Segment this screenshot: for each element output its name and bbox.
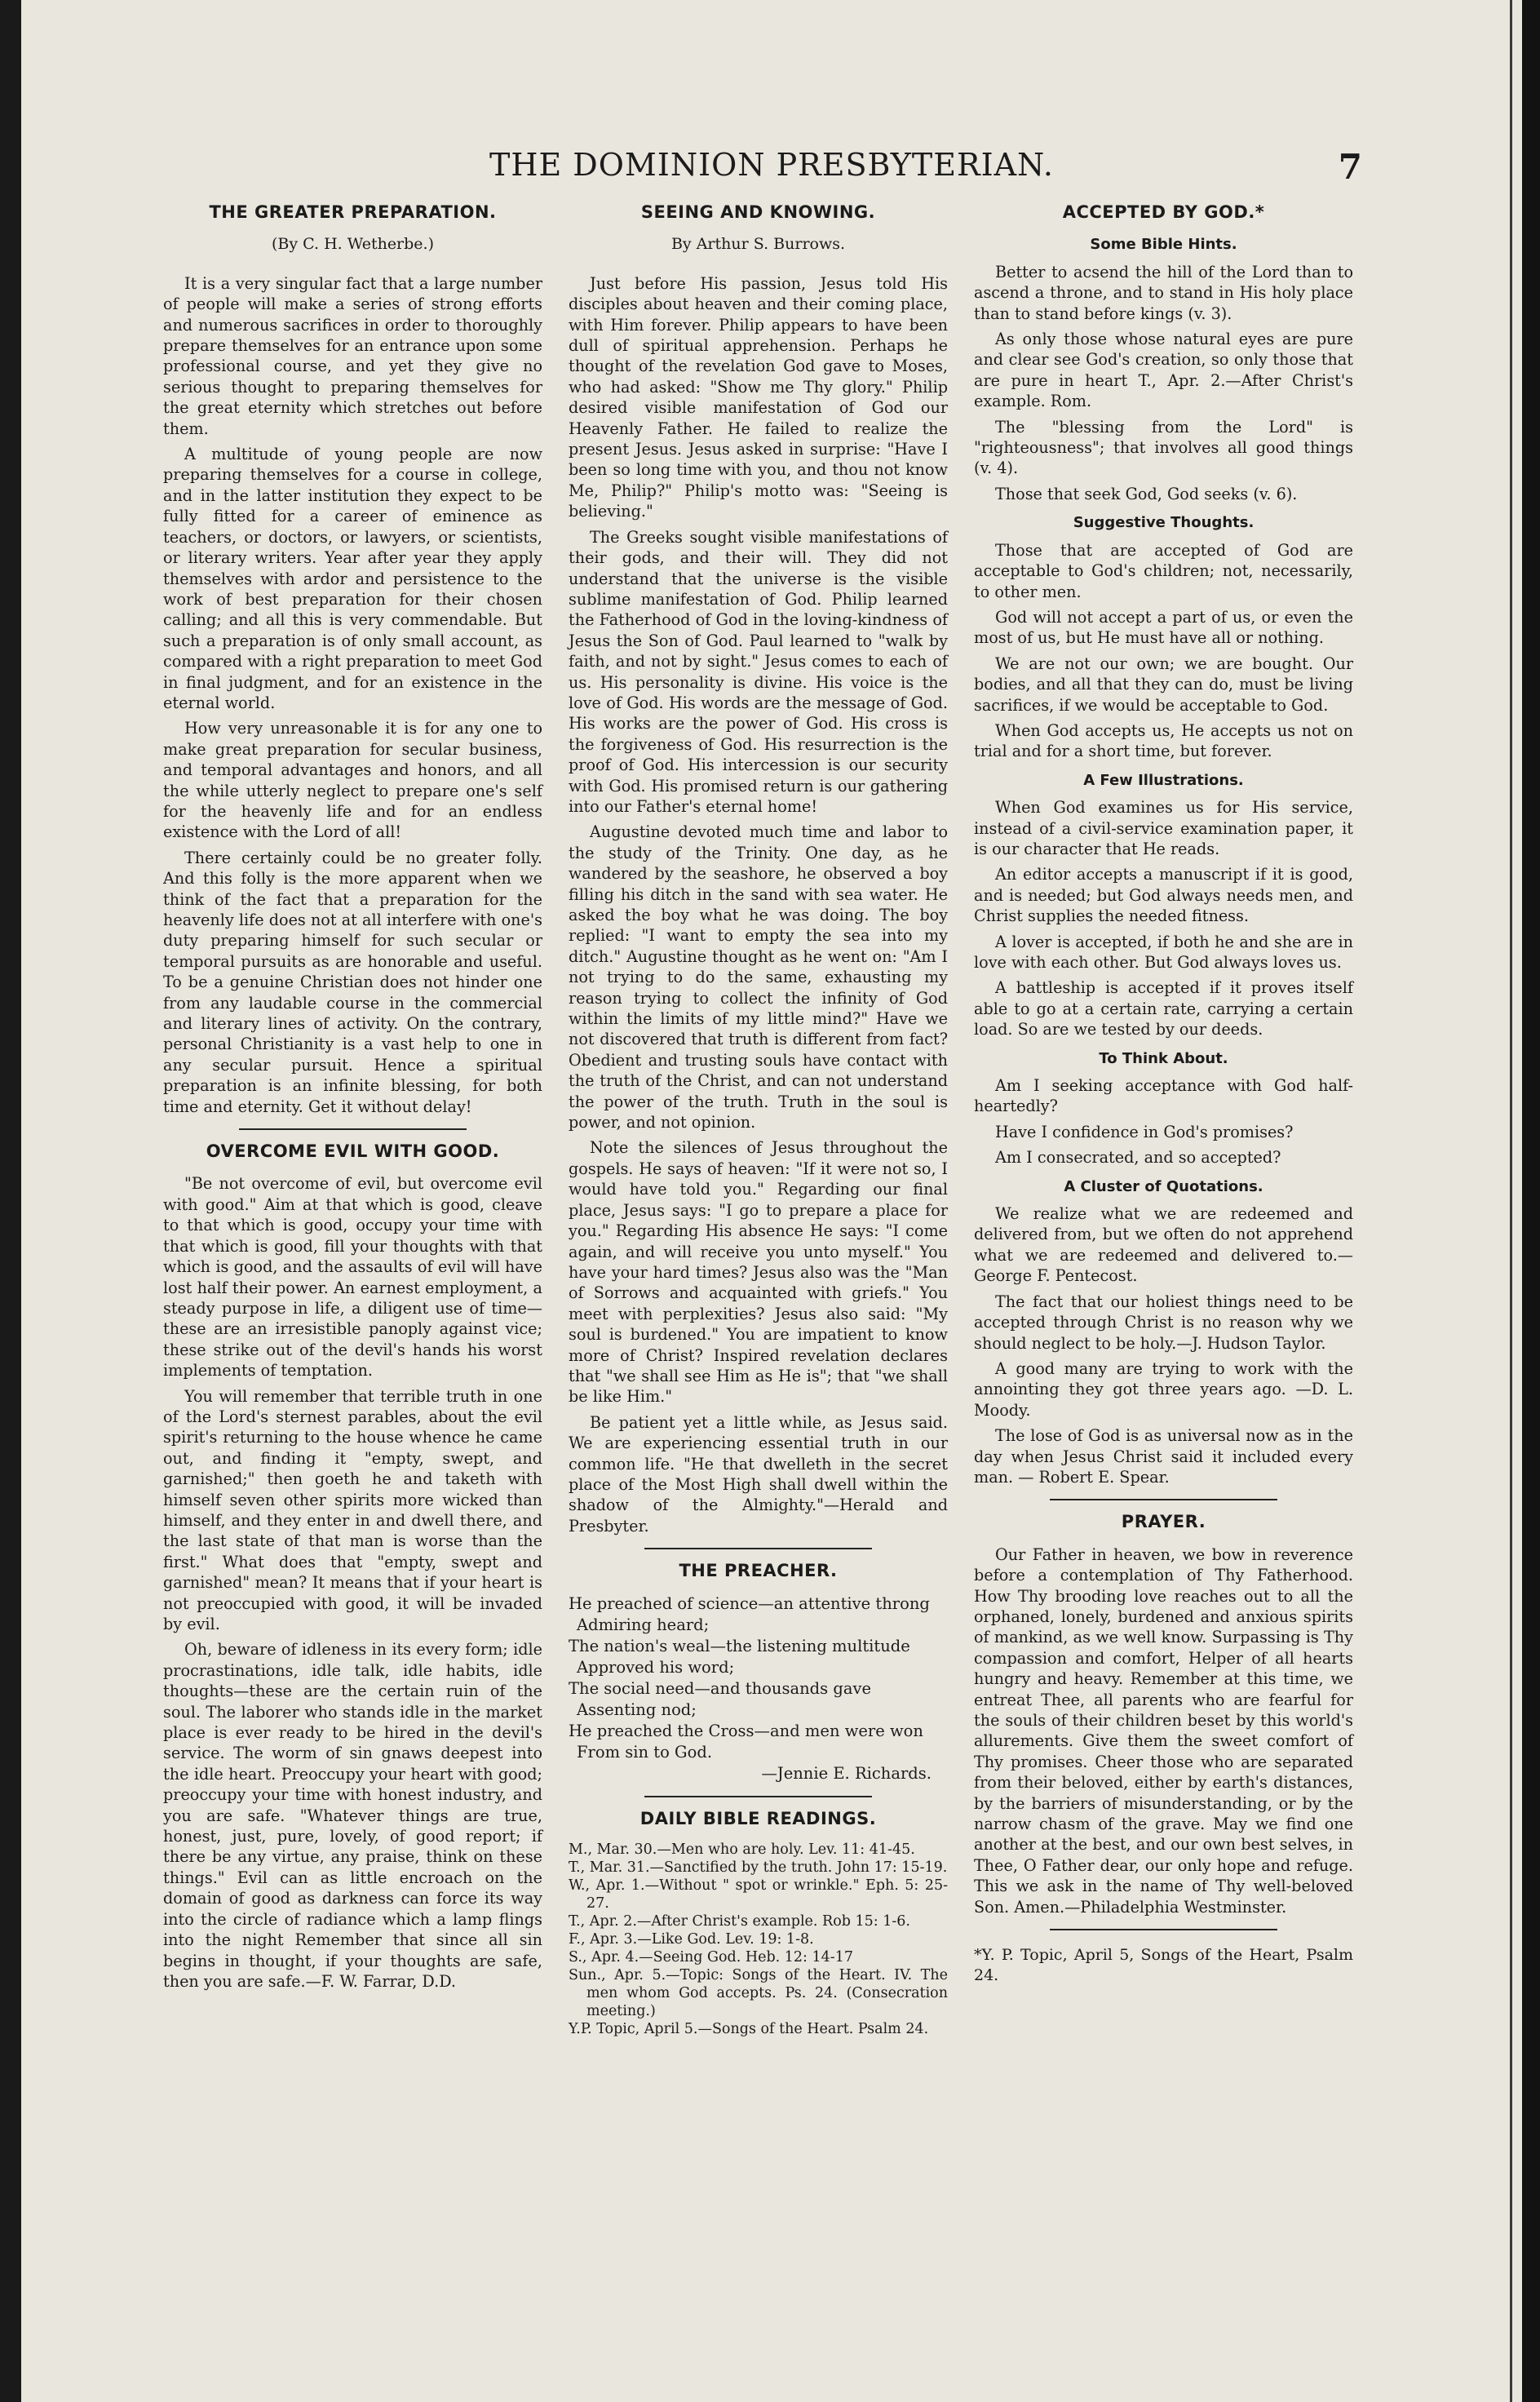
paragraph: Those that are accepted of God are acceptable to God's children; not, necessarily, to other men.	[974, 540, 1353, 601]
column-3	[974, 196, 1353, 2038]
paragraph: Have I confidence in God's promises?	[995, 1122, 1294, 1141]
poem-line: From sin to God.	[577, 1742, 713, 1762]
article-heading: ACCEPTED BY GOD.*	[1062, 202, 1265, 222]
paragraph: A multitude of young people are now preparing themselves for a course in college, and in the latter institution they expect to be fully fitted for a career of eminence as teachers, or doctors, or lawyers, or scientists, or literary writers. Year after year they apply themselves with ardor and persistence to the work of best preparation for their chosen calling; and all this is very commendable. But such a preparation is of only small account, as compared with a right preparation to meet God in final judgment, and for an existence in the eternal world.	[163, 445, 542, 712]
reading-item: T., Mar. 31.—Sanctified by the truth. John 17: 15-19.	[569, 1859, 948, 1876]
paragraph: How very unreasonable it is for any one to make great preparation for secular business, and temporal advantages and honors, and all the while utterly neglect to prepare one's self for the heavenly life and for an endless existence with the Lord of all!	[163, 719, 542, 842]
masthead: THE DOMINION PRESBYTERIAN.	[489, 147, 1054, 183]
section-rule	[644, 1796, 872, 1797]
reading-item: Y.P. Topic, April 5.—Songs of the Heart. Psalm 24.	[569, 2021, 929, 2037]
paragraph: Am I consecrated, and so accepted?	[995, 1148, 1281, 1168]
paragraph: Better to acsend the hill of the Lord than to ascend a throne, and to stand in His holy place than to stand before kings (v. 3).	[974, 262, 1353, 323]
paragraph: A battleship is accepted if it proves itself able to go at a certain rate, carrying a certain load. So are we tested by our deeds.	[974, 978, 1353, 1039]
poem-line: Admiring heard;	[577, 1615, 710, 1634]
subheading: To Think About.	[1099, 1049, 1228, 1067]
section-rule	[644, 1548, 872, 1549]
article-heading: SEEING AND KNOWING.	[640, 202, 876, 222]
paragraph: The "blessing from the Lord" is "righteousness"; that involves all good things (v. 4).	[974, 417, 1353, 478]
paragraph: A lover is accepted, if both he and she are in love with each other. But God always loves us.	[974, 932, 1353, 972]
poem-heading: THE PREACHER.	[679, 1561, 838, 1581]
scan-left-edge	[0, 0, 21, 2402]
paragraph: "Be not overcome of evil, but overcome evil with good." Aim at that which is good, cleave to that which is good, occupy your time with that which is good, fill your thoughts with that which is good, and the assaults of evil will have lost half their power. An earnest employment, a steady purpose in life, a diligent use of time—these are an irresistible panoply against vice; these strike out of the devil's hands his worst implements of temptation.	[163, 1174, 542, 1380]
poem-line: Assenting nod;	[577, 1700, 697, 1719]
paragraph: The fact that our holiest things need to be accepted through Christ is no reason why we should neglect to be holy.—J. Hudson Taylor.	[974, 1292, 1353, 1353]
paragraph: As only those whose natural eyes are pure and clear see God's creation, so only those that are pure in heart T., Apr. 2.—After Christ's example. Rom.	[974, 330, 1353, 411]
paragraph: Those that seek God, God seeks (v. 6).	[995, 484, 1298, 503]
poem-line: The social need—and thousands gave	[569, 1678, 871, 1698]
paragraph: A good many are trying to work with the annointing they got three years ago. —D. L. Moody.	[974, 1358, 1353, 1420]
paragraph: God will not accept a part of us, or even the most of us, but He must have all or nothing.	[974, 607, 1353, 648]
article-heading: THE GREATER PREPARATION.	[209, 202, 497, 222]
paragraph: We realize what we are redeemed and delivered from, but we often do not apprehend what we are redeemed and delivered to.—George F. Pentecost.	[974, 1204, 1353, 1286]
article-byline: (By C. H. Wetherbe.)	[271, 235, 435, 254]
column-1	[163, 196, 542, 2038]
subheading: Suggestive Thoughts.	[1073, 514, 1255, 532]
section-rule	[1050, 1929, 1277, 1930]
poem-signature: —Jennie E. Richards.	[761, 1763, 932, 1783]
readings-heading: DAILY BIBLE READINGS.	[639, 1808, 877, 1828]
prayer-heading: PRAYER.	[1121, 1512, 1206, 1532]
paragraph: Am I seeking acceptance with God half-heartedly?	[974, 1076, 1353, 1116]
section-rule	[239, 1128, 467, 1130]
article-heading: OVERCOME EVIL WITH GOOD.	[206, 1141, 500, 1162]
paragraph: The Greeks sought visible manifestations of their gods, and their will. They did not understand that the universe is the visible sublime manifestation of God. Philip learned the Fatherhood of God in the loving-kindness of Jesus the Son of God. Paul learned to "walk by faith, and not by sight." Jesus comes to each of us. His personality is divine. His voice is the love of God. His words are the message of God. His works are the power of God. His cross is the forgiveness of God. His resurrection is the proof of God. His intercession is our security with God. His promised return is our gathering into our Father's eternal home!	[569, 527, 948, 816]
columns	[163, 196, 1354, 2038]
paragraph: The lose of God is as universal now as in the day when Jesus Christ said it included every man. — Robert E. Spear.	[974, 1426, 1353, 1487]
paragraph: There certainly could be no greater folly. And this folly is the more apparent when we think of the fact that a preparation for the heavenly life does not at all interfere with one's duty preparing himself for such secular or temporal pursuits as are honorable and useful. To be a genuine Christian does not hinder one from any laudable course in the commercial and literary lines of activity. On the contrary, personal Christianity is a vast help to one in any secular pursuit. Hence a spiritual preparation is an infinite blessing, for both time and eternity. Get it without delay!	[163, 848, 542, 1116]
paragraph: We are not our own; we are bought. Our bodies, and all that they can do, must be living sacrifices, if we would be acceptable to God.	[974, 654, 1353, 715]
footnote: *Y. P. Topic, April 5, Songs of the Heart, Psalm 24.	[974, 1946, 1353, 1985]
paragraph: Note the silences of Jesus throughout the gospels. He says of heaven: "If it were not so, I would have told you." Regarding our final place, Jesus says: "I go to prepare a place for you." Regarding His absence He says: "I come again, and will receive you unto myself." You have your hard times? Jesus also was the "Man of Sorrows and acquainted with griefs." You meet with perplexities? Jesus also said: "My soul is burdened." You are impatient to know more of Christ? Inspired revelation declares that "we shall see Him as He is"; that "we shall be like Him."	[569, 1138, 948, 1407]
scan-right-line	[1510, 0, 1512, 2402]
paragraph: An editor accepts a manuscript if it is good, and is needed; but God always needs men, and Christ supplies the needed fitness.	[974, 865, 1353, 926]
poem-line: The nation's weal—the listening multitude	[569, 1636, 910, 1655]
reading-item: Sun., Apr. 5.—Topic: Songs of the Heart. IV. The men whom God accepts. Ps. 24. (Consecration meeting.)	[569, 1967, 948, 2019]
poem	[569, 1593, 948, 1784]
bible-readings-list	[569, 1841, 948, 2038]
paragraph: Oh, beware of idleness in its every form; idle procrastinations, idle talk, idle habits, idle thoughts—these are the certain ruin of the soul. The laborer who stands idle in the market place is ever ready to be hired in the devil's service. The worm of sin gnaws deepest into the idle heart. Preoccupy your heart with good; preoccupy your time with honest industry, and you are safe. "Whatever things are true, honest, just, pure, lovely, of good report; if there be any virtue, any praise, think on these things." Evil can as little encroach on the domain of good as darkness can force its way into the circle of radiance which a lamp flings into the night Remember that since all sin begins in thought, if your thoughts are safe, then you are safe.—F. W. Farrar, D.D.	[163, 1640, 542, 1991]
poem-line: He preached of science—an attentive throng	[569, 1593, 930, 1613]
page-header	[163, 147, 1362, 196]
paragraph: Augustine devoted much time and labor to the study of the Trinity. One day, as he wandered by the seashore, he observed a boy filling his ditch in the sand with sea water. He asked the boy what he was doing. The boy replied: "I want to empty the sea into my ditch." Augustine thought as he went on: "Am I not trying to do the same, exhausting my reason trying to collect the infinity of God within the limits of my little mind?" Have we not discovered that truth is different from fact? Obedient and trusting souls have contact with the truth of the Christ, and can not understand the power of the truth. Truth in the soul is power, and not opinion.	[569, 822, 948, 1132]
subheading: A Cluster of Quotations.	[1064, 1177, 1263, 1195]
prayer-text: Our Father in heaven, we bow in reverence before a contemplation of Thy Fatherhood. How Thy brooding love reaches out to all the orphaned, lonely, burdened and anxious spirits of mankind, as we well know. Surpassing is Thy compassion and comfort, Helper of all hearts hungry and heavy. Remember at this time, we entreat Thee, all parents who are fearful for the souls of their children beset by this world's allurements. Give them the sweet comfort of Thy promises. Cheer those who are separated from their beloved, either by earth's distances, by the barriers of misunderstanding, or by the narrow chasm of the grave. May we find one another at the best, and our own best selves, in Thee, O Father dear, our only hope and refuge. This we ask in the name of Thy well-beloved Son. Amen.—Philadelphia Westminster.	[974, 1544, 1353, 1917]
poem-line: Approved his word;	[577, 1657, 735, 1677]
column-2	[569, 196, 948, 2038]
subheading: A Few Illustrations.	[1083, 771, 1244, 789]
newspaper-page	[163, 147, 1362, 2366]
poem-line: He preached the Cross—and men were won	[569, 1721, 923, 1740]
page-number: 7	[1338, 147, 1362, 187]
paragraph: You will remember that terrible truth in one of the Lord's sternest parables, about the evil spirit's returning to the house whence he came out, and finding it "empty, swept, and garnished;" then goeth he and taketh with himself seven other spirits more wicked than himself, and they enter in and dwell there, and the last state of that man is worse than the first." What does that "empty, swept and garnished" mean? It means that if your heart is not preoccupied with good, it will be invaded by evil.	[163, 1386, 542, 1633]
paragraph: It is a very singular fact that a large number of people will make a series of strong efforts and numerous sacrifices in order to thoroughly prepare themselves for an entrance upon some professional course, and yet they give no serious thought to preparing themselves for the great eternity which stretches out before them.	[163, 273, 542, 438]
section-rule	[1050, 1499, 1277, 1500]
paragraph: Be patient yet a little while, as Jesus said. We are experiencing essential truth in our common life. "He that dwelleth in the secret place of the Most High shall dwell within the shadow of the Almighty."—Herald and Presbyter.	[569, 1412, 948, 1536]
paragraph: When God examines us for His service, instead of a civil-service examination paper, it is our character that He reads.	[974, 798, 1353, 858]
paragraph: When God accepts us, He accepts us not on trial and for a short time, but forever.	[974, 720, 1353, 761]
paragraph: Just before His passion, Jesus told His disciples about heaven and their coming place, with Him forever. Philip appears to have been dull of spiritual apprehension. Perhaps he thought of the revelation God gave to Moses, who had asked: "Show me Thy glory." Philip desired visible manifestation of God our Heavenly Father. He failed to realize the present Jesus. Jesus asked in surprise: "Have I been so long time with you, and thou not know Me, Philip?" Philip's motto was: "Seeing is believing."	[569, 273, 948, 521]
scan-right-edge	[1522, 0, 1540, 2402]
reading-item: F., Apr. 3.—Like God. Lev. 19: 1-8.	[569, 1931, 814, 1948]
article-byline: By Arthur S. Burrows.	[670, 235, 846, 254]
reading-item: S., Apr. 4.—Seeing God. Heb. 12: 14-17	[569, 1949, 853, 1965]
reading-item: M., Mar. 30.—Men who are holy. Lev. 11: 41-45.	[569, 1841, 915, 1858]
subheading: Some Bible Hints.	[1090, 236, 1237, 254]
reading-item: T., Apr. 2.—After Christ's example. Rob 15: 1-6.	[569, 1913, 910, 1930]
reading-item: W., Apr. 1.—Without " spot or wrinkle." Eph. 5: 25-27.	[569, 1877, 948, 1912]
